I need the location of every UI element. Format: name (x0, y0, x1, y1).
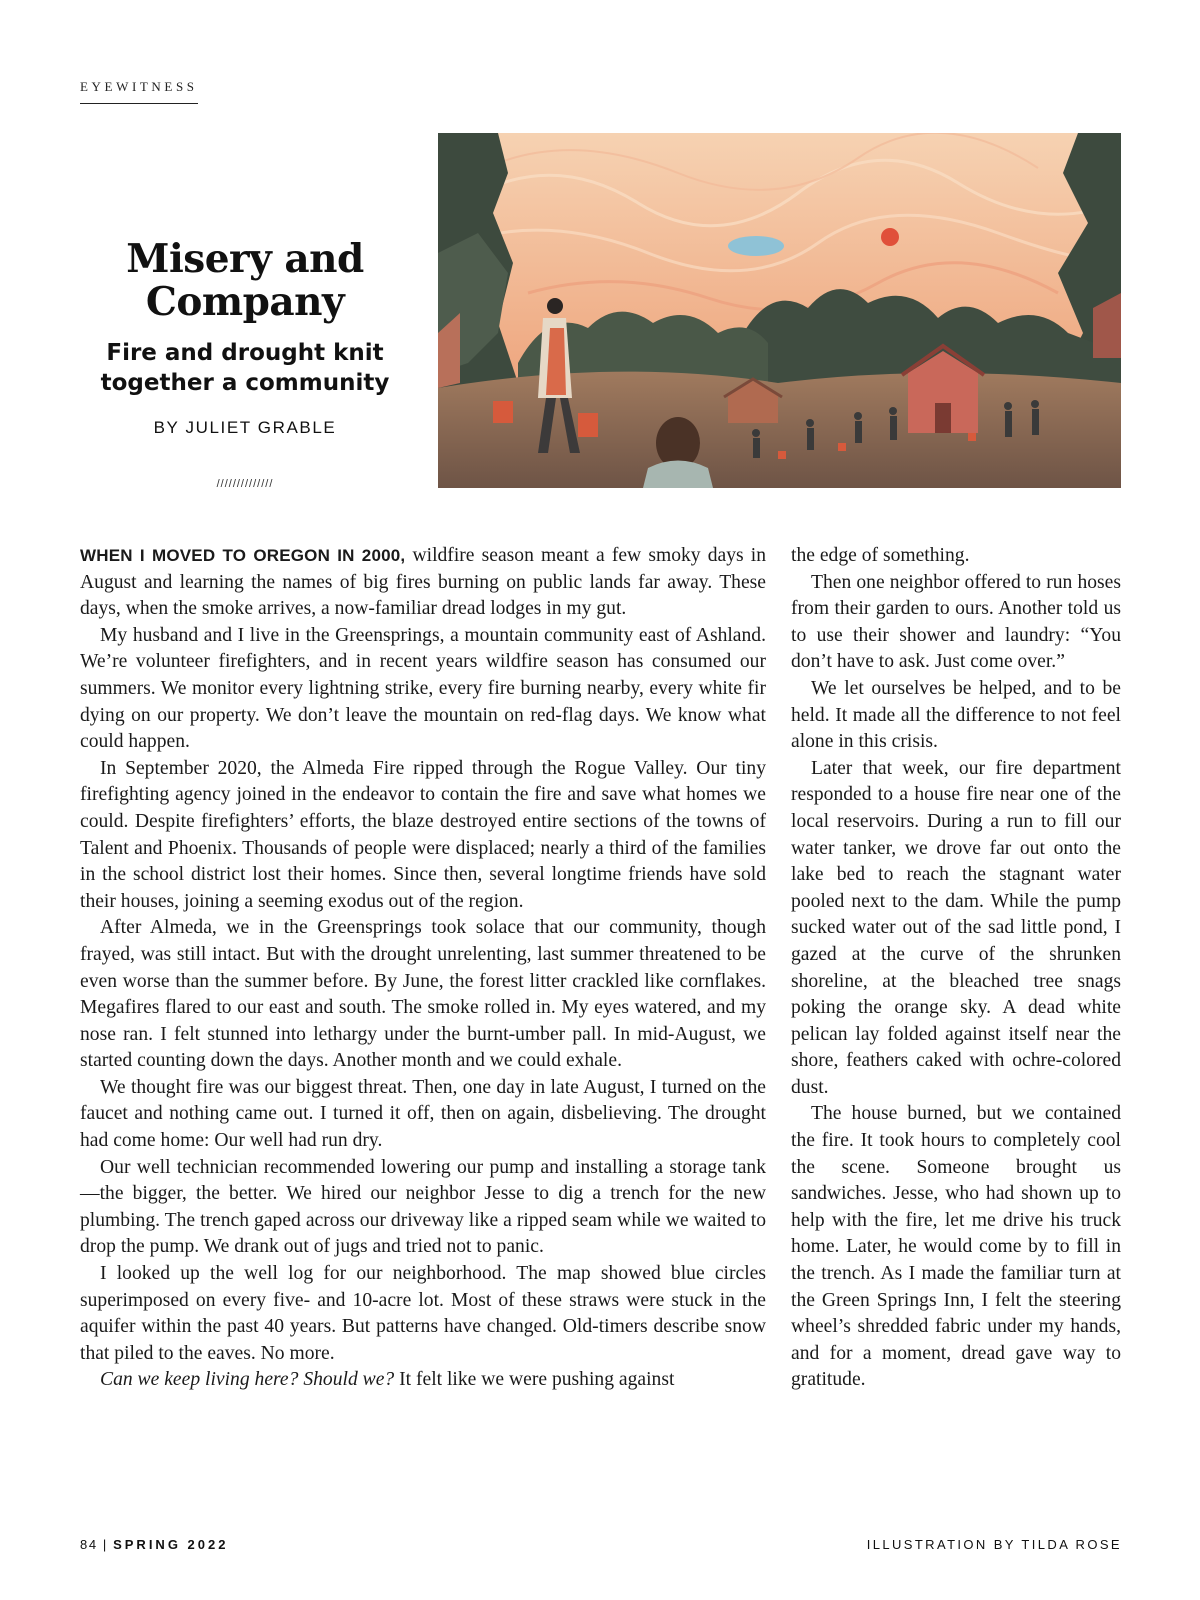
title-block (80, 238, 410, 490)
italic-questions: Can we keep living here? Should we? (100, 1369, 395, 1391)
paragraph: Then one neighbor offered to run hoses from their garden to ours. Another told us to use their shower and laundry: “You don’t have to ask. Just come over.” (791, 571, 1121, 673)
byline: BY JULIET GRABLE (153, 418, 337, 437)
title-line-1: Misery and (126, 236, 364, 282)
paragraph: In September 2020, the Almeda Fire ripped through the Rogue Valley. Our tiny firefighting agency joined in the endeavor to contain the fire and save what homes we could. Despite firefighters’ efforts, the blaze destroyed entire sections of the towns of Talent and Phoenix. Thousands of people were displaced; nearly a third of the families in the school district lost their homes. Since then, several longtime friends have sold their houses, joining a seeming exodus out of the region. (80, 757, 766, 912)
paragraph: We thought fire was our biggest threat. Then, one day in late August, I turned on the faucet and nothing came out. I turned it off, then on again, disbelieving. The drought had come home: Our well had run dry. (80, 1076, 766, 1152)
issue-label: SPRING 2022 (113, 1537, 229, 1552)
paragraph: After Almeda, we in the Greensprings took solace that our community, though frayed, was still intact. But with the drought unrelenting, last summer threatened to be even worse than the summer before. By June, the forest litter crackled like cornflakes. Megafires flared to our east and south. The smoke rolled in. My eyes watered, and my nose ran. I felt stunned into lethargy under the burnt-umber pall. In mid-August, we started counting down the days. Another month and we could exhale. (80, 917, 766, 1072)
paragraph (80, 1367, 766, 1394)
article-illustration (438, 133, 1121, 488)
article-column-2 (791, 543, 1121, 1394)
page-number: 84 (80, 1537, 98, 1552)
fire-community-illustration (438, 133, 1121, 488)
paragraph (80, 543, 766, 623)
paragraph-text: It felt like we were pushing against (394, 1369, 675, 1391)
lead-in: WHEN I MOVED TO OREGON IN 2000, (80, 546, 406, 565)
folio (80, 1537, 228, 1552)
paragraph: We let ourselves be helped, and to be held. It made all the difference to not feel alone in this crisis. (791, 677, 1121, 753)
subtitle-line-1: Fire and drought knit (106, 340, 384, 366)
illustration-credit: ILLUSTRATION BY TILDA ROSE (866, 1537, 1122, 1552)
article-column-1 (80, 543, 766, 1394)
ornament-divider: ////////////// (216, 478, 274, 490)
paragraph-text: wildfire season meant a few smoky days in August and learning the names of big fires burning on public lands far away. These days, when the smoke arrives, a now-familiar dread lodges in my gut. (80, 545, 766, 620)
article-subtitle (80, 338, 410, 398)
paragraph: My husband and I live in the Greensprings, a mountain community east of Ashland. We’re volunteer firefighters, and in recent years wildfire season has consumed our summers. We monitor every lightning strike, every fire burning nearby, every white fir dying on our property. We don’t leave the mountain on red-flag days. We know what could happen. (80, 624, 766, 753)
paragraph: the edge of something. (791, 545, 970, 566)
subtitle-line-2: together a community (100, 370, 390, 396)
section-label: EYEWITNESS (80, 79, 198, 104)
paragraph: Later that week, our fire department responded to a house fire near one of the local reservoirs. During a run to fill our water tanker, we drove far out onto the lake bed to reach the stagnant water pooled next to the dam. While the pump sucked water out of the sad little pond, I gazed at the curve of the shrunken shoreline, at the bleached tree snags poking the orange sky. A dead white pelican lay folded against itself near the shore, feathers caked with ochre-colored dust. (791, 757, 1121, 1098)
title-line-2: Company (145, 279, 345, 325)
paragraph: I looked up the well log for our neighborhood. The map showed blue circles superimposed on every five- and 10-acre lot. Most of these straws were stuck in the aquifer within the past 40 years. But patterns have changed. Old-timers describe snow that piled to the eaves. No more. (80, 1263, 766, 1364)
paragraph: Our well technician recommended lowering our pump and installing a storage tank—the bigger, the better. We hired our neighbor Jesse to dig a trench for the new plumbing. The trench gaped across our driveway like a ripped seam while we waited to drop the pump. We drank out of jugs and tried not to panic. (80, 1156, 766, 1258)
paragraph: The house burned, but we contained the fire. It took hours to completely cool the scene. Someone brought us sandwiches. Jesse, who had shown up to help with the fire, let me drive his truck home. Later, he would come by to fill in the trench. As I made the familiar turn at the Green Springs Inn, I felt the steering wheel’s shredded fabric under my hands, and for a moment, dread gave way to gratitude. (791, 1103, 1121, 1391)
article-title (80, 238, 410, 324)
folio-separator: | (102, 1537, 108, 1552)
